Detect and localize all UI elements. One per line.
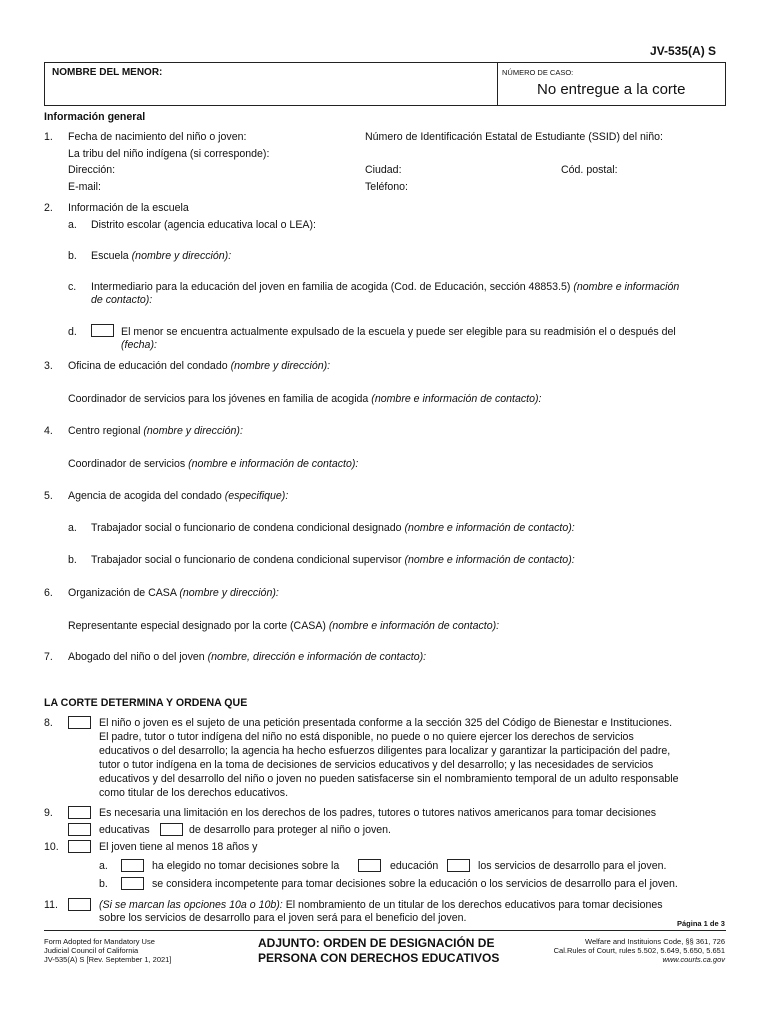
no-file-notice: No entregue a la corte	[537, 81, 686, 98]
footer-rule	[44, 930, 726, 931]
form-id: JV-535(A) S	[650, 44, 717, 58]
item-2b-letter: b.	[68, 250, 77, 262]
header-divider	[497, 62, 498, 105]
attorney-label: Abogado del niño o del joven (nombre, dirección e información de contacto):	[68, 651, 427, 663]
expelled-label: El menor se encuentra actualmente expulsado de la escuela y puede ser elegible para su readmisión el o después del	[121, 326, 676, 338]
regional-center-label: Centro regional (nombre y dirección):	[68, 425, 243, 437]
phone-label: Teléfono:	[365, 181, 408, 193]
school-label: Escuela (nombre y dirección):	[91, 250, 232, 262]
item-10b-checkbox[interactable]	[121, 877, 144, 890]
item-10-label: El joven tiene al menos 18 años y	[99, 841, 258, 853]
item-9-developmental-checkbox[interactable]	[160, 823, 183, 836]
supervisor-worker-label: Trabajador social o funcionario de condena condicional supervisor (nombre e información de contacto):	[91, 554, 575, 566]
footer-right-1: Welfare and Instituions Code, §§ 361, 726	[585, 937, 725, 946]
item-8-num: 8.	[44, 717, 53, 729]
item-11-line-2: sobre los servicios de desarrollo para el joven será para el beneficio del joven.	[99, 912, 467, 924]
dob-label: Fecha de nacimiento del niño o joven:	[68, 131, 247, 143]
county-education-label: Oficina de educación del condado (nombre y dirección):	[68, 360, 331, 372]
expelled-date-label: (fecha):	[121, 339, 157, 351]
item-10a-label: ha elegido no tomar decisiones sobre la	[152, 860, 340, 872]
item-9-educational-label: educativas	[99, 824, 150, 836]
item-8-checkbox[interactable]	[68, 716, 91, 729]
item-10-checkbox[interactable]	[68, 840, 91, 853]
item-5b-letter: b.	[68, 554, 77, 566]
item-10-num: 10.	[44, 841, 59, 853]
school-info-title: Información de la escuela	[68, 202, 189, 214]
page-number: Página 1 de 3	[677, 919, 725, 928]
item-10a-education-label: educación	[390, 860, 439, 872]
item-8-line-2: El padre, tutor o tutor indígena del niño no está disponible, no puede o no quiere ejercer los derechos de servicios	[99, 731, 634, 743]
zip-label: Cód. postal:	[561, 164, 618, 176]
footer-left-1: Form Adopted for Mandatory Use	[44, 937, 155, 946]
expelled-checkbox[interactable]	[91, 324, 114, 337]
item-11-num: 11.	[44, 899, 58, 911]
item-5-num: 5.	[44, 490, 53, 502]
address-label: Dirección:	[68, 164, 116, 176]
email-label: E-mail:	[68, 181, 101, 193]
item-9-num: 9.	[44, 807, 53, 819]
item-2c-letter: c.	[68, 281, 77, 293]
footer-right-3[interactable]: www.courts.ca.gov	[662, 955, 725, 964]
foster-coordinator-label: Coordinador de servicios para los jóvenes en familia de acogida (nombre e información de contacto):	[68, 393, 542, 405]
footer-left-3: JV-535(A) S [Rev. September 1, 2021]	[44, 955, 172, 964]
item-4-num: 4.	[44, 425, 53, 437]
item-10a-education-checkbox[interactable]	[358, 859, 381, 872]
tribe-label: La tribu del niño indígena (si corresponde):	[68, 148, 270, 160]
item-2d-letter: d.	[68, 326, 77, 338]
county-agency-label: Agencia de acogida del condado (especifique):	[68, 490, 289, 502]
casa-representative-label: Representante especial designado por la corte (CASA) (nombre e información de contacto):	[68, 620, 500, 632]
item-7-num: 7.	[44, 651, 53, 663]
school-district-label: Distrito escolar (agencia educativa local o LEA):	[91, 219, 316, 231]
item-10b-label: se considera incompetente para tomar decisiones sobre la educación o los servicios de desarrollo para el joven.	[152, 878, 678, 890]
assigned-worker-label: Trabajador social o funcionario de condena condicional designado (nombre e información de contacto):	[91, 522, 575, 534]
item-9-checkbox[interactable]	[68, 806, 91, 819]
minor-name-field[interactable]	[50, 80, 490, 100]
item-1-num: 1.	[44, 131, 53, 143]
item-6-num: 6.	[44, 587, 53, 599]
item-2-num: 2.	[44, 202, 53, 214]
item-10a-development-checkbox[interactable]	[447, 859, 470, 872]
item-10a-letter: a.	[99, 860, 108, 872]
item-8-line-1: El niño o joven es el sujeto de una petición presentada conforme a la sección 325 del Código de Bienestar e Instituciones.	[99, 717, 673, 729]
item-11-line-1: (Si se marcan las opciones 10a o 10b): El nombramiento de un titular de los derechos educativos para tomar decisiones	[99, 899, 663, 911]
item-10b-letter: b.	[99, 878, 108, 890]
case-number-label: NÚMERO DE CASO:	[502, 68, 574, 77]
item-8-line-3: educativos o del desarrollo; la agencia ha hecho esfuerzos diligentes para localizar y garantizar la participación del padre,	[99, 745, 671, 757]
item-3-num: 3.	[44, 360, 53, 372]
minor-name-label: NOMBRE DEL MENOR:	[52, 67, 163, 78]
item-8-line-5: educativos y del desarrollo del niño o joven no pueden satisfacerse sin el nombramiento temporal de un adulto responsable	[99, 773, 679, 785]
service-coordinator-label: Coordinador de servicios (nombre e información de contacto):	[68, 458, 359, 470]
footer-title-2: PERSONA CON DERECHOS EDUCATIVOS	[258, 951, 500, 965]
orders-title: LA CORTE DETERMINA Y ORDENA QUE	[44, 697, 248, 709]
foster-liaison-label-cont: de contacto):	[91, 294, 153, 306]
footer-title-1: ADJUNTO: ORDEN DE DESIGNACIÓN DE	[258, 936, 495, 950]
item-10a-development-label: los servicios de desarrollo para el joven.	[478, 860, 667, 872]
item-5a-letter: a.	[68, 522, 77, 534]
city-label: Ciudad:	[365, 164, 402, 176]
footer-left-2: Judicial Council of California	[44, 946, 139, 955]
item-10a-checkbox[interactable]	[121, 859, 144, 872]
item-9-line-1: Es necesaria una limitación en los derechos de los padres, tutores o tutores nativos americanos para tomar decisiones	[99, 807, 657, 819]
item-11-checkbox[interactable]	[68, 898, 91, 911]
item-2a-letter: a.	[68, 219, 77, 231]
casa-org-label: Organización de CASA (nombre y dirección):	[68, 587, 279, 599]
item-9-educational-checkbox[interactable]	[68, 823, 91, 836]
footer-right-2: Cal.Rules of Court, rules 5.502, 5.649, 5.650, 5.651	[553, 946, 725, 955]
ssid-label: Número de Identificación Estatal de Estudiante (SSID) del niño:	[365, 131, 663, 143]
foster-liaison-label: Intermediario para la educación del joven en familia de acogida (Cod. de Educación, sección 48853.5) (nombre e información	[91, 281, 680, 293]
general-title: Información general	[44, 111, 146, 123]
item-8-line-4: tutor o tutor indígena en la toma de decisiones de servicios educativos y del desarrollo; y las necesidades de servicios	[99, 759, 654, 771]
item-8-line-6: como titular de los derechos educativos.	[99, 787, 289, 799]
item-9-developmental-label: de desarrollo para proteger al niño o joven.	[189, 824, 392, 836]
